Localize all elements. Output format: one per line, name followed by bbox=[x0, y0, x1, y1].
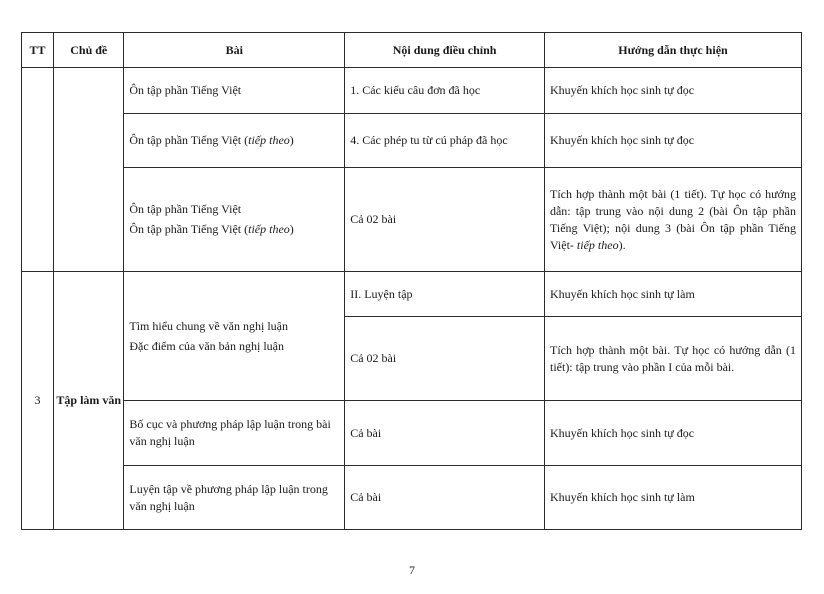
cell-noi-dung: II. Luyện tập bbox=[345, 272, 545, 317]
huong-dan-text: Tích hợp thành một bài (1 tiết). Tự học có hướng dẫn: tập trung vào nội dung 2 (bài Ôn tập phần Tiếng Việt); nội dung 3 (bài Ôn tập phần Tiếng Việt- bbox=[549, 186, 796, 252]
cell-huong-dan bbox=[544, 168, 801, 272]
bai-line-2: Đặc điểm của văn bản nghị luận bbox=[129, 338, 284, 353]
cell-huong-dan: Khuyến khích học sinh tự làm bbox=[544, 466, 801, 530]
header-huong-dan: Hướng dẫn thực hiện bbox=[544, 33, 801, 68]
cell-chu-de-empty bbox=[54, 68, 124, 272]
table-row bbox=[22, 401, 802, 466]
cell-huong-dan: Khuyến khích học sinh tự làm bbox=[544, 272, 801, 317]
cell-noi-dung: 1. Các kiểu câu đơn đã học bbox=[345, 68, 545, 114]
cell-tt: 3 bbox=[22, 272, 54, 530]
cell-huong-dan: Tích hợp thành một bài. Tự học có hướng dẫn (1 tiết): tập trung vào phần I của mỗi bài. bbox=[544, 317, 801, 401]
cell-noi-dung: Cả 02 bài bbox=[345, 168, 545, 272]
cell-noi-dung: Cả bài bbox=[345, 466, 545, 530]
cell-bai: Bố cục và phương pháp lập luận trong bài văn nghị luận bbox=[124, 401, 345, 466]
table-row bbox=[22, 114, 802, 168]
huong-dan-text-end: ). bbox=[618, 237, 626, 252]
cell-bai: Ôn tập phần Tiếng Việt bbox=[124, 68, 345, 114]
cell-huong-dan: Khuyến khích học sinh tự đọc bbox=[544, 68, 801, 114]
cell-bai bbox=[124, 272, 345, 401]
cell-noi-dung: 4. Các phép tu từ cú pháp đã học bbox=[345, 114, 545, 168]
bai-line-1: Ôn tập phần Tiếng Việt bbox=[129, 202, 242, 216]
huong-dan-italic: tiếp theo bbox=[576, 237, 619, 252]
bai-text-end: ) bbox=[289, 222, 294, 236]
cell-bai bbox=[124, 114, 345, 168]
bai-text: Ôn tập phần Tiếng Việt ( bbox=[129, 222, 249, 236]
table-row bbox=[22, 68, 802, 114]
page-number: 7 bbox=[409, 563, 415, 577]
cell-tt-empty bbox=[22, 68, 54, 272]
bai-text-end: ) bbox=[289, 133, 294, 147]
bai-italic: tiếp theo bbox=[248, 133, 290, 147]
cell-bai: Luyện tập về phương pháp lập luận trong văn nghị luận bbox=[124, 466, 345, 530]
table-row bbox=[22, 272, 802, 317]
header-tt: TT bbox=[22, 33, 54, 68]
cell-huong-dan: Khuyến khích học sinh tự đọc bbox=[544, 114, 801, 168]
bai-line-1: Tìm hiểu chung về văn nghị luận bbox=[129, 318, 289, 333]
table-header-row bbox=[22, 33, 802, 68]
cell-chu-de: Tập làm văn bbox=[54, 272, 124, 530]
table-row bbox=[22, 168, 802, 272]
header-bai: Bài bbox=[124, 33, 345, 68]
cell-bai bbox=[124, 168, 345, 272]
header-noi-dung: Nội dung điều chỉnh bbox=[345, 33, 545, 68]
table-row bbox=[22, 466, 802, 530]
adjustment-table bbox=[21, 32, 802, 530]
bai-italic: tiếp theo bbox=[248, 222, 290, 236]
header-chu-de: Chủ đề bbox=[54, 33, 124, 68]
bai-text: Ôn tập phần Tiếng Việt ( bbox=[129, 133, 249, 147]
cell-noi-dung: Cả 02 bài bbox=[345, 317, 545, 401]
cell-noi-dung: Cả bài bbox=[345, 401, 545, 466]
cell-huong-dan: Khuyến khích học sinh tự đọc bbox=[544, 401, 801, 466]
bai-line-2 bbox=[129, 221, 339, 238]
